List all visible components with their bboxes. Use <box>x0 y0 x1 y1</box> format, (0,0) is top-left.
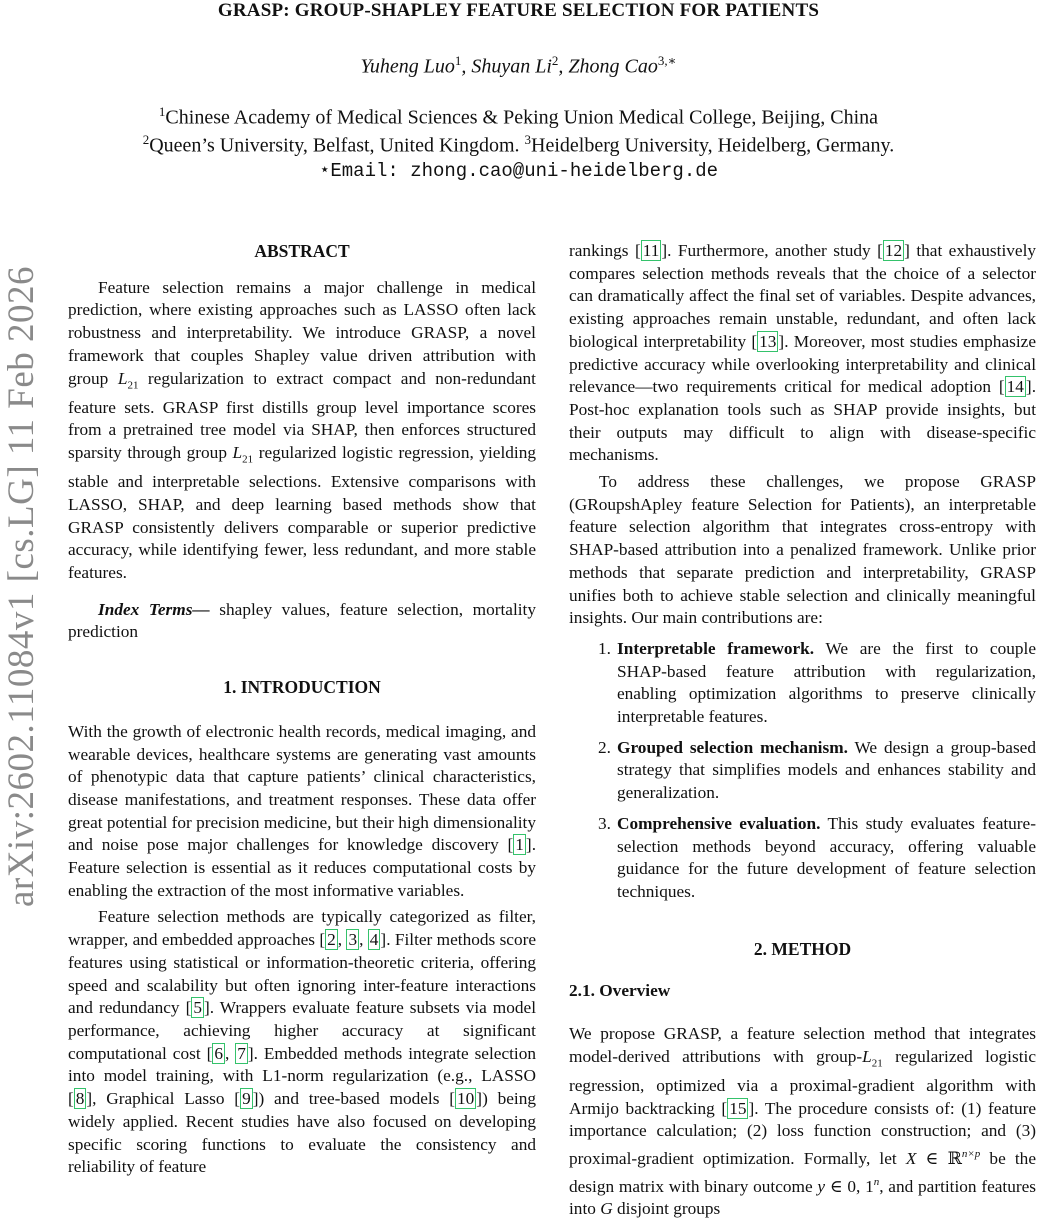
author-name: Zhong Cao <box>568 55 658 78</box>
abstract-heading: ABSTRACT <box>254 241 350 261</box>
intro-paragraph: With the growth of electronic health records, medical imaging, and wearable devices, healthcare systems are generating vast amounts of phenotypic data that capture patients’ clinical characteristics, disease manifestations, and treatment responses. These data offer great potential for precision medicine, but their high dimensionality and noise pose major challenges for knowledge discovery [ 1 ]. Feature selection is essential as it reduces computational costs by enabling the extraction of the most informative variables. <box>68 721 537 900</box>
author-name: Yuheng Luo <box>360 55 455 78</box>
right-column <box>569 240 1036 1221</box>
author-name: Shuyan Li <box>471 55 552 78</box>
intro-paragraph: rankings [ 11 ]. Furthermore, another study [ 12 ] that exhaustively compares selection methods reveals that the choice of a selector can dramatically affect the final set of variables. Despite advances, existing approaches remain unstable, redundant, and often lack biological interpretability [ 13 ]. Moreover, most studies emphasize predictive accuracy while overlooking interpretability and clinical relevance—two requirements critical for medical adoption [ 14 ]. Post-hoc explanation tools such as SHAP provide insights, but their outputs may difficult to align with disease-specific mechanisms. <box>569 241 1037 465</box>
citation-link[interactable]: 8 <box>75 1089 85 1109</box>
citation-link[interactable]: 14 <box>1006 377 1024 397</box>
abstract-text: Feature selection remains a major challenge in medical prediction, where existing approaches such as LASSO often lack robustness and interpretability. We introduce GRASP, a novel framework that couples Shapley value driven attribution with group $L_{21}$ regularization to extract compact and non-redundant feature sets. GRASP first distills group level importance scores from a pretrained tree model via SHAP, then enforces structured sparsity through group $L_{21}$ regularized logistic regression, yielding stable and interpretable selections. Extensive comparisons with LASSO, SHAP, and deep learning based methods show that GRASP consistently delivers comparable or superior predictive accuracy, while identifying fewer, less redundant, and more stable features. <box>68 277 536 583</box>
citation-link[interactable]: 15 <box>729 1098 747 1118</box>
arxiv-sidebar <box>2 236 42 936</box>
citation-link[interactable]: 1 <box>515 835 524 855</box>
list-item: 2. Grouped selection mechanism. We design a group-based strategy that simplifies models and enhances stability and generalization. <box>598 737 1036 803</box>
citation-link[interactable]: 10 <box>457 1089 475 1109</box>
contribution-list <box>569 638 1036 904</box>
index-terms: Index Terms— shapley values, feature selection, mortality prediction <box>68 599 536 642</box>
citation-link[interactable]: 7 <box>237 1043 246 1063</box>
citation-link[interactable]: 2 <box>327 930 336 950</box>
arxiv-id: arXiv:2602.11084v1 [cs.LG] 11 Feb 2026 <box>1 265 43 907</box>
affiliation-line-2: $^2$Queen’s University, Belfast, United Kingdom. $^3$Heidelberg University, Heidelberg, Germany. <box>142 132 895 157</box>
citation-link[interactable]: 12 <box>884 241 903 260</box>
citation-link[interactable]: 5 <box>193 998 202 1018</box>
list-item: 3. Comprehensive evaluation. This study evaluates feature-selection methods beyond accuracy, offering valuable guidance for the future development of feature selection techniques. <box>598 813 1036 901</box>
contact-email: ⋆Email: zhong.cao@uni-heidelberg.de <box>318 160 719 182</box>
citation-link[interactable]: 11 <box>642 241 660 260</box>
method-heading: 2. METHOD <box>753 938 852 959</box>
citation-link[interactable]: 6 <box>214 1043 223 1063</box>
subsection-heading: 2.1. Overview <box>569 981 671 1001</box>
author-list: Yuheng Luo$^1$, Shuyan Li$^2$, Zhong Cao$^{3,∗}$ <box>360 53 677 78</box>
intro-paragraph: Feature selection methods are typically categorized as filter, wrapper, and embedded approaches [ 2 , 3 , 4 ]. Filter methods score features using statistical or information-theoretic criteria, offering speed and scalability but often ignoring inter-feature interactions and redundancy [ 5 ]. Wrappers evaluate feature subsets via model performance, achieving higher accuracy at significant computational cost [ 6 , 7 ]. Embedded methods integrate selection into model training, with L1-norm regularization (e.g., LASSO [ 8 ], Graphical Lasso [ 9 ]) and tree-based models [ 10 ]) being widely applied. Recent studies have also focused on developing specific scoring functions to evaluate the consistency and reliability of feature <box>68 907 537 1177</box>
intro-paragraph: To address these challenges, we propose GRASP (GRoupshApley feature Selection for Patients), an interpretable feature selection algorithm that integrates cross-entropy with SHAP-based attribution into a penalized framework. Unlike prior methods that separate prediction and interpretability, GRASP unifies both to achieve stable selection and clinically meaningful insights. Our main contributions are: <box>569 472 1036 628</box>
citation-link[interactable]: 13 <box>759 331 777 351</box>
paper-title: GRASP: GROUP-SHAPLEY FEATURE SELECTION FOR PATIENTS <box>217 0 820 21</box>
intro-heading: 1. INTRODUCTION <box>223 677 381 698</box>
affiliation-line-1: $^1$Chinese Academy of Medical Sciences & Peking Union Medical College, Beijing, China <box>158 104 879 129</box>
list-item: 1. Interpretable framework. We are the first to couple SHAP-based feature attribution with regularization, enabling optimization algorithms to preserve clinically interpretable features. <box>598 638 1036 727</box>
citation-link[interactable]: 9 <box>242 1089 251 1109</box>
citation-link[interactable]: 4 <box>369 930 379 950</box>
method-paragraph: We propose GRASP, a feature selection method that integrates model-derived attributions with group-$L_{21}$ regularized logistic regression, optimized via a proximal-gradient algorithm with Armijo backtracking [ 15 ]. The procedure consists of: (1) feature importance calculation; (2) loss function construction; and (3) proximal-gradient optimization. Formally, let X ∈ ℝ$^{n\times p}$ be the design matrix with binary outcome y ∈ 0, 1$^n$, and partition features into G disjoint groups <box>569 1024 1037 1218</box>
left-column <box>68 240 536 1179</box>
citation-link[interactable]: 3 <box>348 930 358 950</box>
